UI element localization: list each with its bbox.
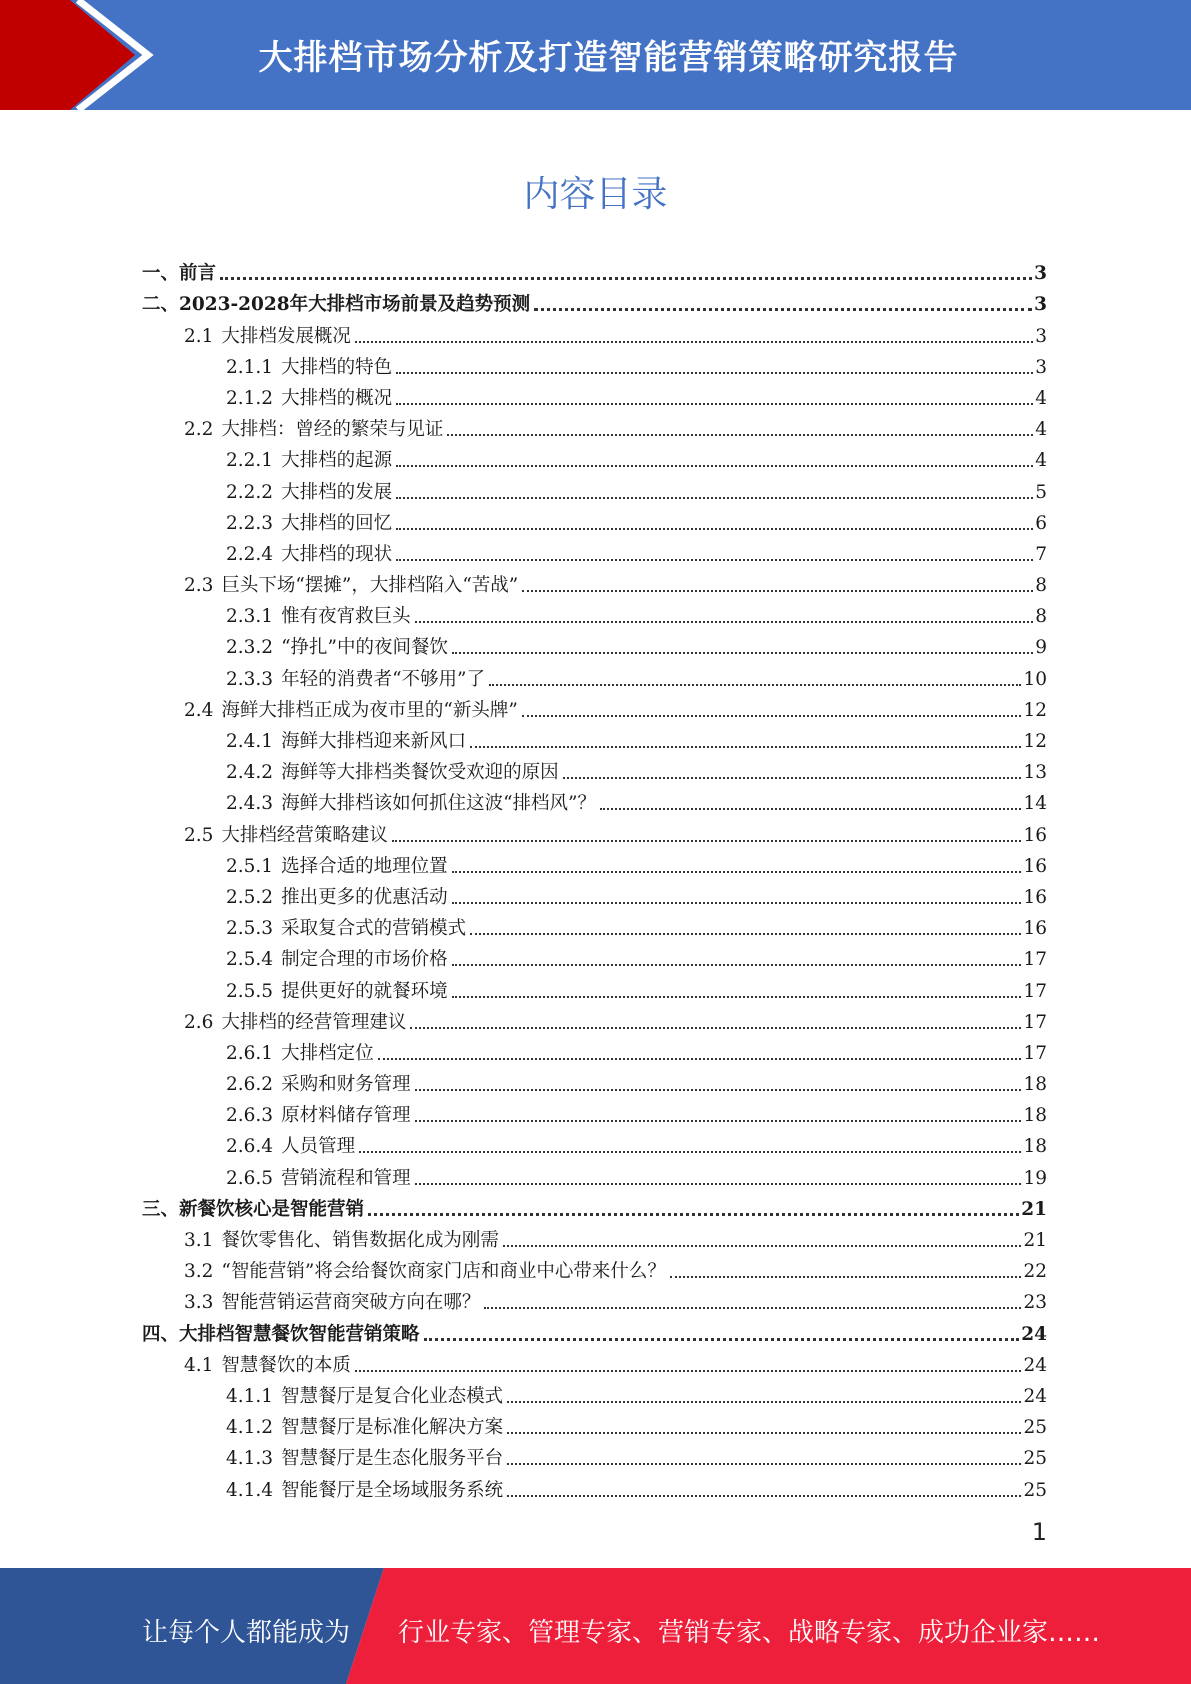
- toc-entry-page: 18: [1023, 1105, 1047, 1127]
- toc-entry[interactable]: [0, 1127, 1191, 1158]
- toc-entry-title: [184, 1292, 480, 1314]
- toc-entry-label: 惟有夜宵救巨头: [281, 606, 411, 628]
- toc-dot-leader: [452, 652, 1033, 654]
- toc-entry[interactable]: [0, 566, 1191, 597]
- toc-dot-leader: [470, 746, 1021, 748]
- toc-entry-title: [226, 637, 448, 659]
- toc-entry-number: 4.1.1: [226, 1385, 274, 1407]
- toc-entry[interactable]: [0, 410, 1191, 441]
- toc-entry-page: 19: [1023, 1167, 1047, 1189]
- table-of-contents: [0, 254, 1191, 1502]
- toc-entry[interactable]: [0, 909, 1191, 940]
- toc-entry-number: 2.6.3: [226, 1105, 274, 1127]
- toc-entry-number: 2.3.1: [226, 606, 274, 628]
- toc-entry-label: 智慧餐厅是标准化解决方案: [281, 1417, 504, 1439]
- toc-entry-label: 巨头下场“摆摊”，大排档陷入“苦战”: [221, 575, 519, 597]
- toc-entry-page: 16: [1023, 824, 1047, 846]
- toc-entry[interactable]: [0, 472, 1191, 503]
- toc-entry-number: 2.6.1: [226, 1042, 274, 1064]
- toc-entry-number: 2.5.1: [226, 855, 274, 877]
- toc-entry-number: 2.2.2: [226, 481, 274, 503]
- toc-entry[interactable]: [0, 1065, 1191, 1096]
- toc-entry-title: [226, 793, 596, 815]
- toc-dot-leader: [378, 1058, 1022, 1060]
- toc-entry-page: 16: [1023, 855, 1047, 877]
- toc-dot-leader: [355, 1370, 1022, 1372]
- toc-dot-leader: [396, 403, 1033, 405]
- toc-entry-page: 13: [1023, 762, 1047, 784]
- toc-entry-title: [184, 1355, 351, 1377]
- toc-dot-leader: [503, 1245, 1022, 1247]
- toc-dot-leader: [424, 1338, 1020, 1341]
- toc-entry-page: 7: [1035, 543, 1047, 565]
- toc-entry-number: 三、: [142, 1198, 180, 1220]
- toc-dot-leader: [447, 434, 1033, 436]
- toc-dot-leader: [396, 559, 1033, 561]
- toc-entry-title: [184, 1012, 406, 1034]
- toc-dot-leader: [415, 621, 1034, 623]
- toc-dot-leader: [355, 341, 1033, 343]
- toc-entry-page: 12: [1023, 699, 1047, 721]
- footer-banner: [0, 1568, 1191, 1684]
- toc-entry[interactable]: [0, 753, 1191, 784]
- toc-entry-number: 2.4.2: [226, 762, 274, 784]
- footer-tagline: 行业专家、管理专家、营销专家、战略专家、成功企业家……: [398, 1618, 1101, 1648]
- toc-entry-label: 原材料储存管理: [281, 1105, 411, 1127]
- toc-entry-number: 4.1.3: [226, 1448, 274, 1470]
- toc-entry-page: 12: [1023, 731, 1047, 752]
- toc-entry-label: 推出更多的优惠活动: [281, 886, 448, 908]
- toc-entry[interactable]: [0, 1439, 1191, 1470]
- toc-entry-title: [226, 388, 392, 410]
- toc-entry-page: 8: [1035, 606, 1047, 628]
- toc-dot-leader: [396, 465, 1033, 467]
- toc-entry-title: [142, 263, 216, 285]
- toc-entry-label: 大排档智慧餐饮智能营销策略: [179, 1323, 420, 1345]
- toc-entry-page: 25: [1023, 1448, 1047, 1470]
- toc-entry-label: 2023-2028年大排档市场前景及趋势预测: [179, 294, 531, 316]
- toc-entry-label: “智能营销”将会给餐饮商家门店和商业中心带来什么？: [221, 1261, 666, 1283]
- toc-entry-title: [226, 981, 448, 1003]
- toc-entry-title: [142, 294, 530, 316]
- toc-entry-number: 2.3: [184, 575, 214, 597]
- toc-dot-leader: [396, 528, 1033, 530]
- toc-entry-title: [226, 1136, 355, 1158]
- toc-entry-page: 21: [1021, 1198, 1047, 1220]
- toc-entry-page: 24: [1023, 1354, 1047, 1376]
- toc-entry-title: [226, 887, 448, 909]
- toc-entry-label: 大排档发展概况: [221, 325, 351, 347]
- toc-entry-page: 17: [1023, 1042, 1047, 1064]
- toc-entry-number: 2.2.1: [226, 450, 274, 472]
- toc-entry-page: 4: [1035, 450, 1047, 472]
- toc-entry-label: 智能营销运营商突破方向在哪？: [221, 1292, 481, 1314]
- toc-entry[interactable]: [0, 441, 1191, 472]
- toc-entry[interactable]: [0, 254, 1191, 285]
- toc-entry[interactable]: [0, 1346, 1191, 1377]
- toc-entry-page: 18: [1023, 1074, 1047, 1096]
- toc-entry-title: [184, 1230, 499, 1252]
- toc-entry-number: 2.4.3: [226, 793, 274, 815]
- toc-dot-leader: [359, 1151, 1021, 1153]
- toc-entry-label: 海鲜大排档该如何抓住这波“排档风”？: [281, 793, 596, 815]
- toc-dot-leader: [392, 840, 1022, 842]
- toc-entry-label: 前言: [179, 263, 217, 285]
- toc-entry-title: [226, 482, 392, 504]
- toc-entry-number: 4.1.2: [226, 1417, 274, 1439]
- toc-entry[interactable]: [0, 1470, 1191, 1501]
- toc-entry-title: [226, 856, 448, 878]
- toc-entry-title: [226, 949, 448, 971]
- toc-entry-number: 2.1.2: [226, 387, 274, 409]
- toc-entry-page: 17: [1023, 1011, 1047, 1033]
- toc-entry-number: 2.1.1: [226, 356, 274, 378]
- toc-entry-number: 2.5: [184, 824, 214, 846]
- toc-entry-label: 海鲜大排档迎来新风口: [281, 731, 467, 752]
- toc-dot-leader: [220, 277, 1032, 280]
- toc-dot-leader: [534, 308, 1032, 311]
- report-title: 大排档市场分析及打造智能营销策略研究报告: [258, 38, 959, 78]
- toc-entry[interactable]: [0, 379, 1191, 410]
- toc-dot-leader: [470, 933, 1021, 935]
- toc-entry[interactable]: [0, 1003, 1191, 1034]
- toc-entry-number: 3.1: [184, 1230, 214, 1251]
- toc-entry-title: [142, 1199, 364, 1221]
- toc-entry[interactable]: [0, 1314, 1191, 1345]
- toc-entry-label: 大排档：曾经的繁荣与见证: [221, 419, 444, 441]
- toc-entry-label: 海鲜等大排档类餐饮受欢迎的原因: [281, 762, 559, 784]
- toc-entry-number: 3.2: [184, 1261, 214, 1283]
- toc-entry-label: 营销流程和管理: [281, 1167, 411, 1189]
- toc-entry[interactable]: [0, 722, 1191, 753]
- toc-entry-title: [226, 731, 466, 753]
- toc-entry-page: 3: [1035, 325, 1047, 347]
- toc-entry[interactable]: [0, 1408, 1191, 1439]
- toc-entry-label: 人员管理: [281, 1136, 356, 1158]
- toc-dot-leader: [415, 1120, 1022, 1122]
- toc-heading: 内容目录: [523, 174, 668, 215]
- toc-entry-label: 制定合理的市场价格: [281, 949, 448, 971]
- toc-entry-number: 2.1: [184, 325, 214, 347]
- toc-entry-label: 采取复合式的营销模式: [281, 918, 467, 940]
- toc-entry-title: [184, 1261, 666, 1283]
- toc-entry-label: 选择合适的地理位置: [281, 855, 448, 877]
- toc-dot-leader: [507, 1495, 1021, 1497]
- toc-entry-label: 大排档的回忆: [281, 512, 393, 534]
- toc-entry-title: [184, 419, 443, 441]
- toc-dot-leader: [484, 1307, 1021, 1309]
- toc-dot-leader: [507, 1463, 1021, 1465]
- toc-entry-label: 海鲜大排档正成为夜市里的“新头牌”: [221, 699, 518, 721]
- toc-dot-leader: [507, 1432, 1021, 1434]
- toc-entry-page: 3: [1035, 356, 1047, 378]
- toc-entry-label: 大排档定位: [281, 1042, 374, 1064]
- toc-entry-title: [226, 1043, 374, 1065]
- toc-entry-number: 2.5.3: [226, 918, 274, 940]
- toc-entry[interactable]: [0, 348, 1191, 379]
- toc-entry-number: 四、: [142, 1323, 180, 1345]
- toc-entry-page: 24: [1021, 1323, 1047, 1345]
- toc-entry-page: 16: [1023, 886, 1047, 908]
- toc-entry-number: 2.6.4: [226, 1136, 274, 1158]
- toc-entry-label: 大排档的起源: [281, 450, 393, 472]
- toc-entry[interactable]: [0, 1096, 1191, 1127]
- toc-entry[interactable]: [0, 504, 1191, 535]
- toc-entry[interactable]: [0, 597, 1191, 628]
- toc-dot-leader: [415, 1089, 1022, 1091]
- toc-entry-number: 一、: [142, 263, 180, 285]
- toc-entry[interactable]: [0, 1034, 1191, 1065]
- toc-dot-leader: [452, 902, 1022, 904]
- toc-entry-label: “挣扎”中的夜间餐饮: [281, 637, 448, 659]
- toc-entry[interactable]: [0, 878, 1191, 909]
- toc-entry-title: [226, 1448, 503, 1470]
- toc-dot-leader: [563, 777, 1022, 779]
- toc-dot-leader: [396, 372, 1033, 374]
- toc-entry-number: 2.5.4: [226, 949, 274, 971]
- toc-entry-page: 6: [1035, 512, 1047, 534]
- toc-entry-page: 9: [1035, 637, 1047, 659]
- toc-entry[interactable]: [0, 1221, 1191, 1252]
- toc-dot-leader: [410, 1027, 1021, 1029]
- toc-entry[interactable]: [0, 628, 1191, 659]
- toc-entry-number: 2.3.2: [226, 637, 274, 659]
- toc-entry-page: 8: [1035, 575, 1047, 597]
- toc-entry-number: 2.5.5: [226, 980, 274, 1002]
- toc-entry-label: 大排档经营策略建议: [221, 824, 388, 846]
- toc-entry-label: 大排档的经营管理建议: [221, 1011, 407, 1033]
- toc-entry-title: [184, 575, 518, 597]
- toc-entry-number: 2.2.3: [226, 512, 274, 534]
- toc-dot-leader: [522, 715, 1022, 717]
- toc-entry-label: 大排档的现状: [281, 543, 393, 565]
- toc-entry-page: 5: [1035, 481, 1047, 503]
- toc-entry-label: 大排档的概况: [281, 387, 393, 409]
- toc-dot-leader: [670, 1276, 1022, 1278]
- toc-dot-leader: [600, 808, 1021, 810]
- toc-entry-page: 4: [1035, 387, 1047, 409]
- toc-entry-number: 4.1.4: [226, 1479, 274, 1501]
- toc-entry[interactable]: [0, 1158, 1191, 1189]
- toc-dot-leader: [489, 684, 1021, 686]
- toc-entry[interactable]: [0, 535, 1191, 566]
- toc-dot-leader: [452, 964, 1022, 966]
- toc-entry-label: 餐饮零售化、销售数据化成为刚需: [221, 1230, 499, 1251]
- toc-entry-number: 2.2.4: [226, 543, 274, 565]
- toc-dot-leader: [396, 497, 1033, 499]
- toc-entry-page: 25: [1023, 1479, 1047, 1501]
- toc-entry-label: 新餐饮核心是智能营销: [179, 1198, 365, 1220]
- toc-entry-number: 二、: [142, 294, 180, 316]
- toc-entry-page: 24: [1023, 1385, 1047, 1407]
- toc-entry-page: 10: [1023, 668, 1047, 690]
- toc-entry-page: 23: [1023, 1292, 1047, 1314]
- toc-entry-number: 2.4: [184, 699, 214, 721]
- toc-entry-label: 智慧餐厅是复合化业态模式: [281, 1385, 504, 1407]
- toc-entry-number: 2.5.2: [226, 886, 274, 908]
- toc-entry-number: 2.6.2: [226, 1074, 274, 1096]
- toc-dot-leader: [368, 1213, 1019, 1216]
- toc-entry-title: [226, 1074, 411, 1096]
- toc-entry-title: [226, 762, 559, 784]
- toc-entry-label: 大排档的发展: [281, 481, 393, 503]
- toc-entry-label: 年轻的消费者“不够用”了: [281, 668, 485, 690]
- toc-entry[interactable]: [0, 1377, 1191, 1408]
- toc-entry[interactable]: [0, 1252, 1191, 1283]
- toc-entry-title: [226, 513, 392, 535]
- toc-entry-page: 17: [1023, 949, 1047, 971]
- page-number: 1: [1031, 1518, 1047, 1546]
- header-banner: [0, 0, 1191, 110]
- toc-dot-leader: [522, 590, 1033, 592]
- toc-entry-page: 16: [1023, 918, 1047, 940]
- toc-entry-label: 大排档的特色: [281, 356, 393, 378]
- toc-entry-number: 3.3: [184, 1292, 214, 1314]
- toc-entry-page: 3: [1034, 294, 1047, 316]
- toc-entry[interactable]: [0, 784, 1191, 815]
- toc-dot-leader: [415, 1183, 1022, 1185]
- toc-entry-label: 采购和财务管理: [281, 1074, 411, 1096]
- toc-entry[interactable]: [0, 971, 1191, 1002]
- toc-entry-title: [226, 918, 466, 940]
- toc-entry-number: 2.3.3: [226, 668, 274, 690]
- toc-entry-title: [226, 1417, 503, 1439]
- toc-entry-title: [184, 825, 388, 847]
- toc-entry-page: 18: [1023, 1136, 1047, 1158]
- toc-dot-leader: [507, 1401, 1021, 1403]
- toc-entry-page: 14: [1023, 793, 1047, 815]
- toc-entry-title: [226, 1480, 503, 1502]
- toc-entry[interactable]: [0, 847, 1191, 878]
- toc-entry-title: [226, 1168, 411, 1190]
- toc-entry-number: 2.6.5: [226, 1167, 274, 1189]
- toc-entry[interactable]: [0, 316, 1191, 347]
- toc-entry-title: [226, 544, 392, 566]
- toc-entry[interactable]: [0, 691, 1191, 722]
- toc-dot-leader: [452, 996, 1022, 998]
- toc-entry-label: 智慧餐饮的本质: [221, 1354, 351, 1376]
- toc-entry-title: [226, 1386, 503, 1408]
- toc-entry-label: 智慧餐厅是生态化服务平台: [281, 1448, 504, 1470]
- toc-entry-title: [226, 357, 392, 379]
- toc-entry-number: 4.1: [184, 1354, 214, 1376]
- toc-entry-title: [184, 700, 518, 722]
- toc-entry-page: 3: [1034, 263, 1047, 285]
- toc-entry-page: 25: [1023, 1417, 1047, 1439]
- toc-entry-title: [226, 606, 411, 628]
- toc-entry-page: 21: [1023, 1230, 1047, 1251]
- toc-entry-page: 17: [1023, 980, 1047, 1002]
- toc-entry-number: 2.2: [184, 419, 214, 441]
- toc-entry[interactable]: [0, 940, 1191, 971]
- toc-entry[interactable]: [0, 659, 1191, 690]
- toc-entry-page: 22: [1023, 1261, 1047, 1283]
- toc-entry-label: 提供更好的就餐环境: [281, 980, 448, 1002]
- toc-entry-title: [226, 1105, 411, 1127]
- toc-entry-title: [226, 450, 392, 472]
- toc-entry-page: 4: [1035, 419, 1047, 441]
- toc-entry[interactable]: [0, 815, 1191, 846]
- toc-entry[interactable]: [0, 285, 1191, 316]
- toc-entry-title: [226, 669, 485, 691]
- toc-dot-leader: [452, 871, 1022, 873]
- toc-entry-title: [184, 326, 351, 348]
- footer-slogan: 让每个人都能成为: [142, 1618, 351, 1648]
- toc-entry[interactable]: [0, 1190, 1191, 1221]
- toc-entry[interactable]: [0, 1283, 1191, 1314]
- toc-entry-label: 智能餐厅是全场域服务系统: [281, 1479, 504, 1501]
- toc-entry-number: 2.6: [184, 1011, 214, 1033]
- toc-entry-number: 2.4.1: [226, 731, 274, 752]
- toc-entry-title: [142, 1324, 420, 1346]
